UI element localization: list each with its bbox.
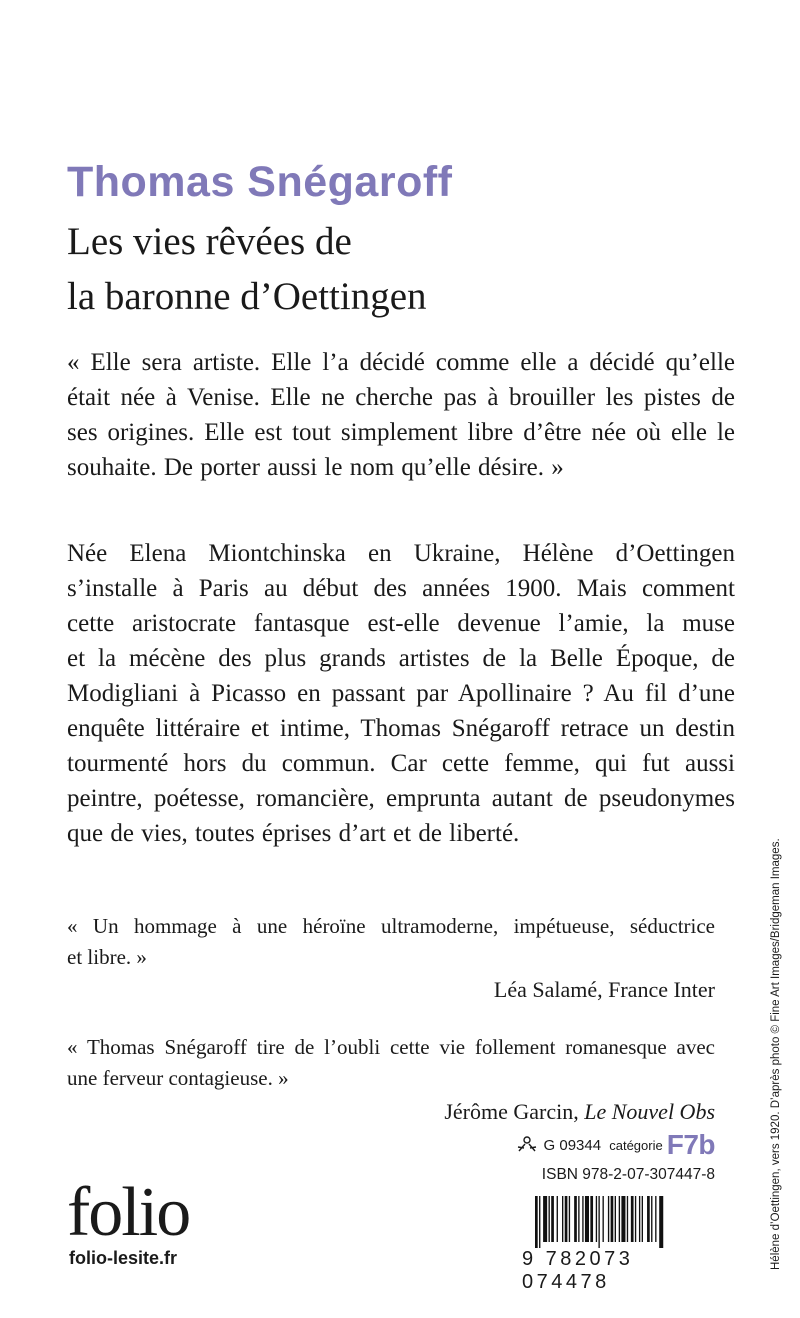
summary-line: que de vies, toutes éprises d’art et de liberté. <box>67 820 520 847</box>
isbn: ISBN 978-2-07-307447-8 <box>541 1166 715 1183</box>
barcode-bar <box>615 1196 616 1242</box>
review-quote-2 <box>67 1032 715 1094</box>
folio-emblem-icon <box>516 1135 538 1153</box>
barcode-bar <box>647 1196 650 1242</box>
review-line: « Un hommage à une héroïne ultramoderne, impétueuse, séductrice <box>67 914 715 938</box>
barcode-bar <box>578 1196 579 1242</box>
folio-logo: folio <box>67 1174 190 1251</box>
catalog-code-row <box>516 1130 715 1161</box>
summary-line: et la mécène des plus grands artistes de la Belle Époque, de <box>67 645 735 672</box>
category-label: catégorie <box>609 1138 663 1153</box>
barcode-bar <box>635 1196 636 1242</box>
book-title-line-1: Les vies rêvées de <box>67 220 352 263</box>
epigraph-quote <box>67 345 735 485</box>
photo-credit: Hélène d’Oettingen, vers 1920. D’après photo © Fine Art Images/Bridgeman Images. <box>770 838 782 1270</box>
epigraph-line: « Elle sera artiste. Elle l’a décidé comme elle a décidé qu’elle <box>67 349 735 376</box>
barcode-bar <box>621 1196 625 1242</box>
summary-line: cette aristocrate fantasque est-elle devenue l’amie, la muse <box>67 610 735 637</box>
summary-line: s’installe à Paris au début des années 1900. Mais comment <box>67 575 735 602</box>
barcode-bar <box>627 1196 628 1242</box>
book-title-line-2: la baronne d’Oettingen <box>67 275 427 318</box>
review-source-2 <box>444 1097 715 1127</box>
review-source-1: Léa Salamé, France Inter <box>493 977 715 1002</box>
barcode-bar <box>608 1196 609 1242</box>
barcode-bar <box>582 1196 583 1242</box>
summary-line: Née Elena Miontchinska en Ukraine, Hélène d’Oettingen <box>67 540 735 567</box>
barcode-bar <box>585 1196 589 1242</box>
epigraph-line: était née à Venise. Elle ne cherche pas à brouiller les pistes de <box>67 384 735 411</box>
barcode-bar <box>631 1196 634 1242</box>
summary-paragraph <box>67 536 735 851</box>
review-quote-1 <box>67 911 715 973</box>
review-source-author: Jérôme Garcin, <box>444 1099 585 1124</box>
epigraph-line: ses origines. Elle est tout simplement libre d’être née où elle le <box>67 419 735 446</box>
barcode-bar <box>590 1196 593 1242</box>
publisher-website: folio-lesite.fr <box>69 1248 178 1268</box>
barcode-bar <box>655 1196 656 1242</box>
barcode-bar <box>574 1196 577 1242</box>
review-line: et libre. » <box>67 945 147 969</box>
barcode-bar <box>557 1196 558 1242</box>
barcode-bar <box>642 1196 643 1242</box>
barcode-bar <box>543 1196 547 1242</box>
summary-line: Modigliani à Picasso en passant par Apollinaire ? Au fil d’une <box>67 680 735 707</box>
summary-line: enquête littéraire et intime, Thomas Snégaroff retrace un destin <box>67 715 735 742</box>
review-source-publication: Le Nouvel Obs <box>584 1099 715 1124</box>
barcode-bar <box>603 1196 604 1242</box>
barcode-bar <box>569 1196 570 1242</box>
barcode-digits <box>522 1240 722 1293</box>
barcode-bar <box>639 1196 640 1242</box>
barcode-bar <box>611 1196 614 1242</box>
category-code: F7b <box>666 1129 715 1160</box>
barcode-bar <box>551 1196 554 1242</box>
summary-line: tourmenté hors du commun. Car cette femme, qui fut aussi <box>67 750 735 777</box>
review-line: « Thomas Snégaroff tire de l’oubli cette vie follement romanesque avec <box>67 1035 715 1059</box>
barcode-bar <box>619 1196 620 1242</box>
review-line: une ferveur contagieuse. » <box>67 1066 289 1090</box>
barcode-bar <box>596 1196 597 1242</box>
barcode-bar <box>565 1196 568 1242</box>
catalog-code: G 09344 <box>543 1137 602 1154</box>
barcode-bar <box>651 1196 652 1242</box>
author-name: Thomas Snégaroff <box>67 158 453 206</box>
epigraph-line: souhaite. De porter aussi le nom qu’elle désire. » <box>67 454 564 481</box>
barcode-number: 9 782073 074478 <box>522 1248 722 1294</box>
barcode-bar <box>562 1196 563 1242</box>
barcode-bar <box>549 1196 550 1242</box>
book-title <box>67 214 727 324</box>
summary-line: peintre, poétesse, romancière, emprunta autant de pseudonymes <box>67 785 735 812</box>
